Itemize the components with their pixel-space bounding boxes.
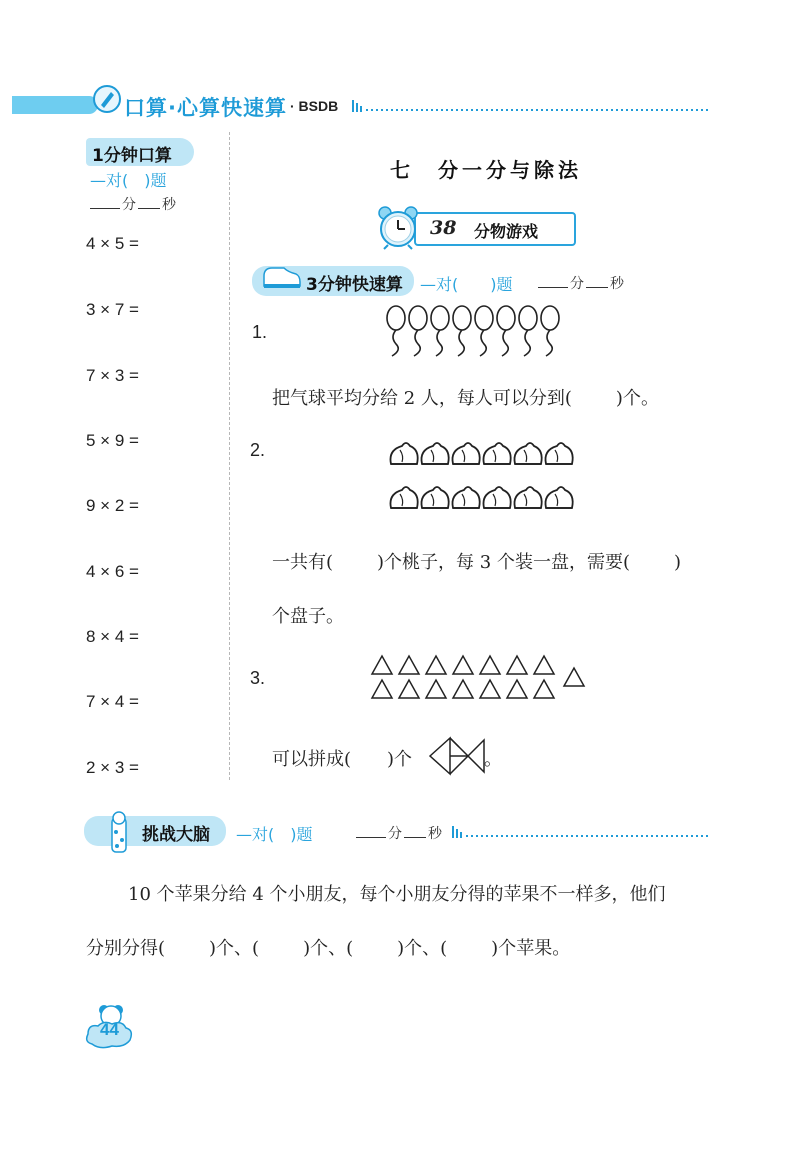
second-blank[interactable] [586, 287, 608, 288]
question-3-number: 3. [250, 668, 266, 688]
question-1-text: 把气球平均分给 2 人，每人可以分到( )个。 [272, 388, 659, 409]
question-3-end: 。 [484, 749, 502, 770]
left-section-time: 分 秒 [90, 194, 176, 214]
question-2-text: 一共有( )个桃子，每 3 个装一盘，需要( ) [272, 552, 682, 573]
equation-7: 8 × 4 = [86, 627, 139, 646]
fish-shape-icon [428, 732, 486, 780]
question-1-number: 1. [252, 322, 268, 342]
equation-1: 4 × 5 = [86, 234, 139, 253]
lesson-name: 分物游戏 [474, 222, 539, 241]
challenge-line-2: 分别分得( )个、( )个、( )个、( )个苹果。 [86, 938, 571, 959]
question-3-text: 可以拼成( )个 [272, 749, 413, 770]
question-2-text-cont: 个盘子。 [272, 606, 344, 627]
minute-blank[interactable] [538, 287, 568, 288]
equation-3: 7 × 3 = [86, 366, 139, 385]
triangles-icon [370, 654, 590, 700]
giraffe-icon [100, 810, 140, 854]
challenge-line-1: 10 个苹果分给 4 个小朋友，每个小朋友分得的苹果不一样多，他们 [128, 884, 666, 905]
pencil-logo-icon [92, 84, 122, 114]
balloons-icon [378, 304, 578, 360]
left-section-title: 1分钟口算 [92, 146, 172, 166]
lesson-number: 38 [430, 217, 457, 239]
equation-8: 7 × 4 = [86, 692, 139, 711]
minute-blank[interactable] [356, 837, 386, 838]
sneaker-icon [262, 262, 302, 292]
challenge-dotted-line [452, 822, 710, 842]
page-number: 44 [100, 1020, 119, 1039]
column-divider [229, 132, 230, 780]
peaches-icon [388, 440, 584, 518]
chapter-title: 七 分一分与除法 [390, 158, 582, 182]
equation-5: 9 × 2 = [86, 496, 139, 515]
header-tag: · BSDB [290, 98, 339, 114]
equation-2: 3 × 7 = [86, 300, 139, 319]
equation-9: 2 × 3 = [86, 758, 139, 777]
quick-section-time: 分 秒 [538, 273, 624, 293]
equation-4: 5 × 9 = [86, 431, 139, 450]
challenge-count: —对( )题 [236, 825, 313, 844]
second-blank[interactable] [138, 208, 160, 209]
header-dotted-line [352, 96, 708, 116]
header-bar [12, 96, 98, 114]
quick-section-title: 3分钟快速算 [306, 275, 403, 295]
question-2-number: 2. [250, 440, 266, 460]
minute-blank[interactable] [90, 208, 120, 209]
left-section-count: —对( )题 [90, 171, 167, 190]
header-title: 口算·心算快速算 [124, 96, 287, 120]
quick-section-count: —对( )题 [420, 275, 513, 294]
equation-6: 4 × 6 = [86, 562, 139, 581]
alarm-clock-icon [374, 203, 422, 251]
challenge-title: 挑战大脑 [142, 825, 210, 845]
second-blank[interactable] [404, 837, 426, 838]
challenge-time: 分 秒 [356, 823, 442, 843]
